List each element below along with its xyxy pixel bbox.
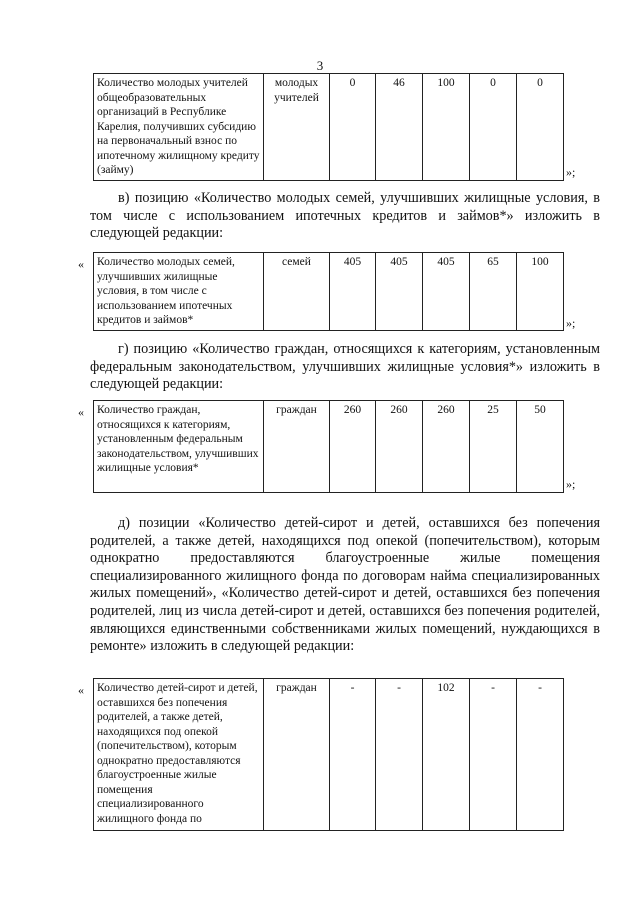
value-cell: 405	[330, 253, 376, 331]
value-cell: 405	[423, 253, 470, 331]
table-row	[94, 74, 564, 181]
value-cell: 25	[470, 401, 517, 493]
opening-quote: «	[78, 405, 84, 419]
paragraph-d: д) позиции «Количество детей-сирот и детей, оставшихся без попечения родителей, а также детей, находящихся под опекой (попечительством), которым однократно предоставляются благоустроенные жилые помещения специализированного жилищного фонда по договорам найма специализированных жилых помещений», «Количество детей-сирот и детей, оставшихся без попечения родителей, лиц из числа детей-сирот и детей, оставшихся без попечения родителей, являющихся единственными собственниками жилых помещений, нуждающихся в ремонте» изложить в следующей редакции:	[90, 515, 600, 655]
indicator-unit: семей	[264, 253, 330, 331]
value-cell: 405	[376, 253, 423, 331]
value-cell: -	[330, 679, 376, 831]
value-cell: 46	[376, 74, 423, 181]
indicator-unit: граждан	[264, 401, 330, 493]
value-cell: 102	[423, 679, 470, 831]
table-orphans	[93, 678, 564, 831]
indicator-name: Количество граждан, относящихся к категориям, установленным федеральным законодательством, улучшивших жилищные условия*	[94, 401, 264, 493]
closing-quote: »;	[566, 477, 576, 491]
table-row	[94, 401, 564, 493]
value-cell: 260	[423, 401, 470, 493]
page-number: 3	[316, 58, 324, 73]
opening-quote: «	[78, 257, 84, 271]
paragraph-v: в) позицию «Количество молодых семей, улучшивших жилищные условия, в том числе с использованием ипотечных кредитов и займов*» изложить в следующей редакции:	[90, 190, 600, 242]
value-cell: -	[470, 679, 517, 831]
indicator-name: Количество молодых семей, улучшивших жилищные условия, в том числе с использованием ипотечных кредитов и займов*	[94, 253, 264, 331]
opening-quote: «	[78, 683, 84, 697]
value-cell: 260	[376, 401, 423, 493]
closing-quote: »;	[566, 165, 576, 179]
closing-quote: »;	[566, 316, 576, 330]
value-cell: 260	[330, 401, 376, 493]
indicator-name: Количество молодых учителей общеобразовательных организаций в Республике Карелия, получивших субсидию на первоначальный взнос по ипотечному жилищному кредиту (займу)	[94, 74, 264, 181]
value-cell: 0	[517, 74, 564, 181]
value-cell: -	[517, 679, 564, 831]
value-cell: -	[376, 679, 423, 831]
table-row	[94, 253, 564, 331]
table-row	[94, 679, 564, 831]
value-cell: 0	[470, 74, 517, 181]
table-young-teachers	[93, 73, 564, 181]
value-cell: 100	[423, 74, 470, 181]
table-young-families	[93, 252, 564, 331]
indicator-unit: молодых учителей	[264, 74, 330, 181]
indicator-unit: граждан	[264, 679, 330, 831]
paragraph-g: г) позицию «Количество граждан, относящихся к категориям, установленным федеральным законодательством, улучшивших жилищные условия*» изложить в следующей редакции:	[90, 341, 600, 393]
value-cell: 50	[517, 401, 564, 493]
indicator-name: Количество детей-сирот и детей, оставшихся без попечения родителей, а также детей, находящихся под опекой (попечительством), которым однократно предоставляются благоустроенные жилые помещения специализированного жилищного фонда по	[94, 679, 264, 831]
value-cell: 0	[330, 74, 376, 181]
table-citizens	[93, 400, 564, 493]
value-cell: 65	[470, 253, 517, 331]
value-cell: 100	[517, 253, 564, 331]
